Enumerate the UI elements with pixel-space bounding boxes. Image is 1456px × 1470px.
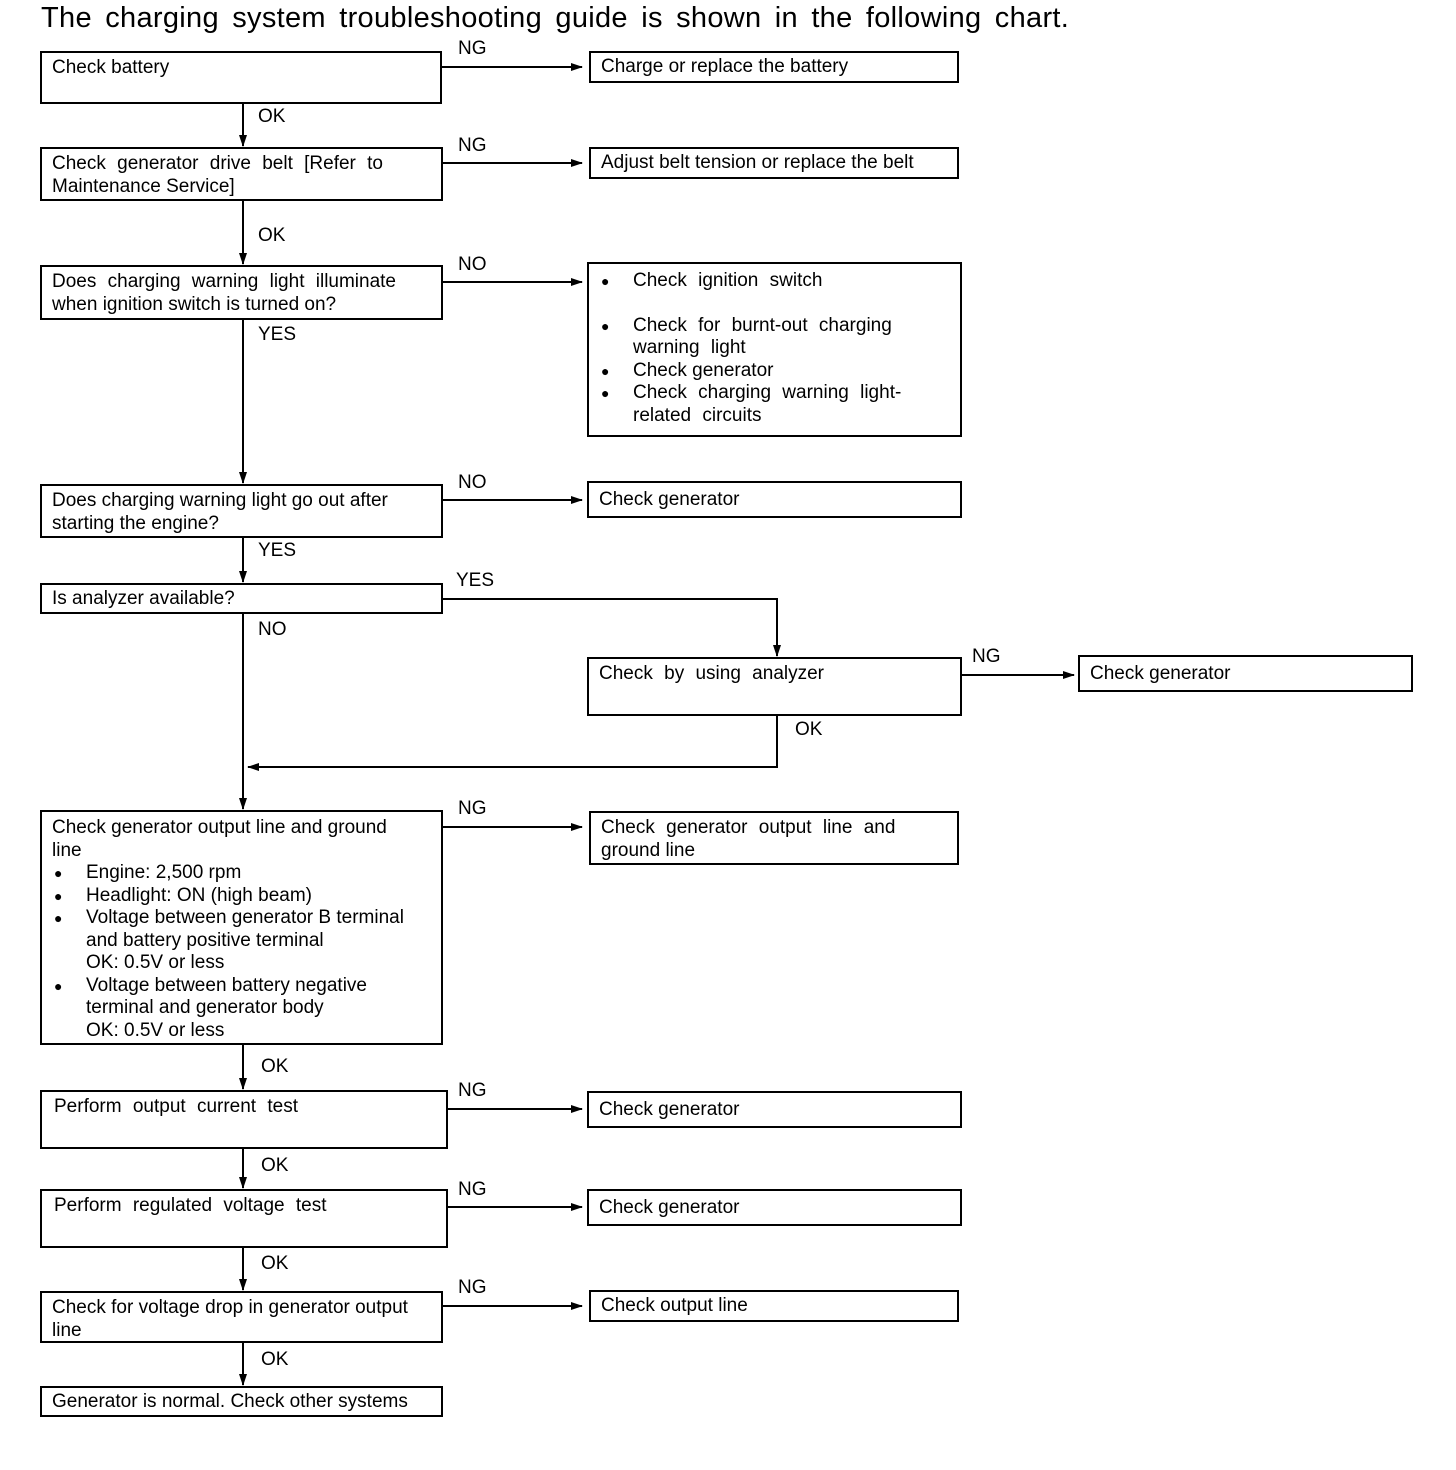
step-warning-light-out-line-1: Does charging warning light go out after bbox=[52, 490, 388, 511]
page-title: The charging system troubleshooting guide is shown in the following chart. bbox=[41, 2, 1070, 34]
step-check-belt-line-1: Check generator drive belt [Refer to bbox=[52, 153, 383, 174]
step-generator-normal-text: Generator is normal. Check other systems bbox=[52, 1391, 408, 1412]
result-check-output-line bbox=[589, 1290, 959, 1322]
result-check-generator-1 bbox=[587, 481, 962, 518]
label-light-out-yes: YES bbox=[258, 540, 297, 561]
label-output-line-ng: NG bbox=[458, 798, 487, 819]
label-analyzer-yes: YES bbox=[456, 570, 495, 591]
step-check-by-analyzer-text: Check by using analyzer bbox=[599, 663, 824, 684]
step-warning-light-on bbox=[40, 265, 443, 320]
step-analyzer-available-text: Is analyzer available? bbox=[52, 588, 235, 609]
result-charge-battery bbox=[589, 51, 959, 83]
step-check-battery bbox=[40, 51, 442, 104]
result-check-generator-text: Check generator bbox=[599, 1099, 740, 1120]
step-regulated-voltage-test-text: Perform regulated voltage test bbox=[54, 1195, 327, 1216]
step-generator-normal bbox=[40, 1386, 443, 1417]
result-adjust-belt bbox=[589, 147, 959, 179]
result-check-output-ground-line-1: Check generator output line and bbox=[601, 817, 896, 838]
result-check-generator-text: Check generator bbox=[599, 1197, 740, 1218]
step-output-line-bullet: ● Headlight: ON (high beam) bbox=[52, 885, 433, 908]
step-check-output-line bbox=[40, 810, 443, 1045]
label-analyzer-ng: NG bbox=[972, 646, 1001, 667]
step-voltage-drop bbox=[40, 1291, 443, 1343]
step-analyzer-available bbox=[40, 583, 443, 614]
label-light-on-yes: YES bbox=[258, 324, 297, 345]
result-charge-battery-text: Charge or replace the battery bbox=[601, 56, 849, 77]
label-battery-ok: OK bbox=[258, 106, 286, 127]
step-voltage-drop-line-1: Check for voltage drop in generator output bbox=[52, 1297, 408, 1318]
step-output-line-bullet: ● Voltage between generator B terminal and battery positive terminal bbox=[52, 907, 433, 952]
result-check-generator-4 bbox=[587, 1189, 962, 1226]
step-output-line-bullet: ● Engine: 2,500 rpm bbox=[52, 862, 433, 885]
step-output-line-heading-2: line bbox=[52, 839, 82, 861]
result-check-generator-text: Check generator bbox=[1090, 663, 1231, 684]
label-analyzer-no: NO bbox=[258, 619, 287, 640]
result-check-output-ground bbox=[589, 811, 959, 865]
result-ignition-checks bbox=[587, 262, 962, 437]
step-voltage-drop-line-2: line bbox=[52, 1319, 82, 1341]
step-output-line-heading-1: Check generator output line and ground bbox=[52, 817, 387, 838]
label-voltage-drop-ng: NG bbox=[458, 1277, 487, 1298]
label-voltage-drop-ok: OK bbox=[261, 1349, 289, 1370]
step-check-belt-line-2: Maintenance Service] bbox=[52, 175, 235, 197]
step-output-line-ok-2: OK: 0.5V or less bbox=[86, 1019, 225, 1041]
step-check-belt bbox=[40, 147, 443, 201]
label-current-test-ng: NG bbox=[458, 1080, 487, 1101]
result-check-output-line-text: Check output line bbox=[601, 1295, 748, 1316]
step-warning-light-on-line-1: Does charging warning light illuminate bbox=[52, 271, 397, 292]
label-light-on-no: NO bbox=[458, 254, 487, 275]
step-regulated-voltage-test bbox=[40, 1189, 448, 1248]
label-belt-ok: OK bbox=[258, 225, 286, 246]
step-warning-light-out-line-2: starting the engine? bbox=[52, 512, 219, 534]
step-warning-light-out bbox=[40, 484, 443, 538]
result-ignition-check-item: ● Check generator bbox=[599, 360, 954, 383]
step-output-line-bullet: ● Voltage between battery negative terminal and generator body bbox=[52, 975, 433, 1020]
step-check-battery-text: Check battery bbox=[52, 57, 170, 78]
step-output-current-test bbox=[40, 1090, 448, 1149]
label-regulated-test-ok: OK bbox=[261, 1253, 289, 1274]
result-check-generator-text: Check generator bbox=[599, 489, 740, 510]
label-regulated-test-ng: NG bbox=[458, 1179, 487, 1200]
label-belt-ng: NG bbox=[458, 135, 487, 156]
result-ignition-check-item: ● Check charging warning light-related circuits bbox=[599, 382, 954, 427]
label-current-test-ok: OK bbox=[261, 1155, 289, 1176]
result-ignition-check-item: ● Check for burnt-out charging warning light bbox=[599, 315, 954, 360]
step-output-line-ok-1: OK: 0.5V or less bbox=[86, 952, 225, 973]
result-ignition-check-item: ● Check ignition switch bbox=[599, 270, 954, 293]
arrow-analyzer-yes bbox=[441, 599, 777, 656]
result-check-generator-3 bbox=[587, 1091, 962, 1128]
label-light-out-no: NO bbox=[458, 472, 487, 493]
result-check-output-ground-line-2: ground line bbox=[601, 839, 696, 861]
label-battery-ng: NG bbox=[458, 38, 487, 59]
label-analyzer-ok: OK bbox=[795, 719, 823, 740]
step-check-by-analyzer bbox=[587, 657, 962, 716]
result-adjust-belt-text: Adjust belt tension or replace the belt bbox=[601, 152, 914, 173]
step-output-current-test-text: Perform output current test bbox=[54, 1096, 298, 1117]
arrow-analyzer-ok-return bbox=[248, 715, 777, 767]
step-warning-light-on-line-2: when ignition switch is turned on? bbox=[52, 293, 337, 315]
result-check-generator-2 bbox=[1078, 655, 1413, 692]
label-output-line-ok: OK bbox=[261, 1056, 289, 1077]
